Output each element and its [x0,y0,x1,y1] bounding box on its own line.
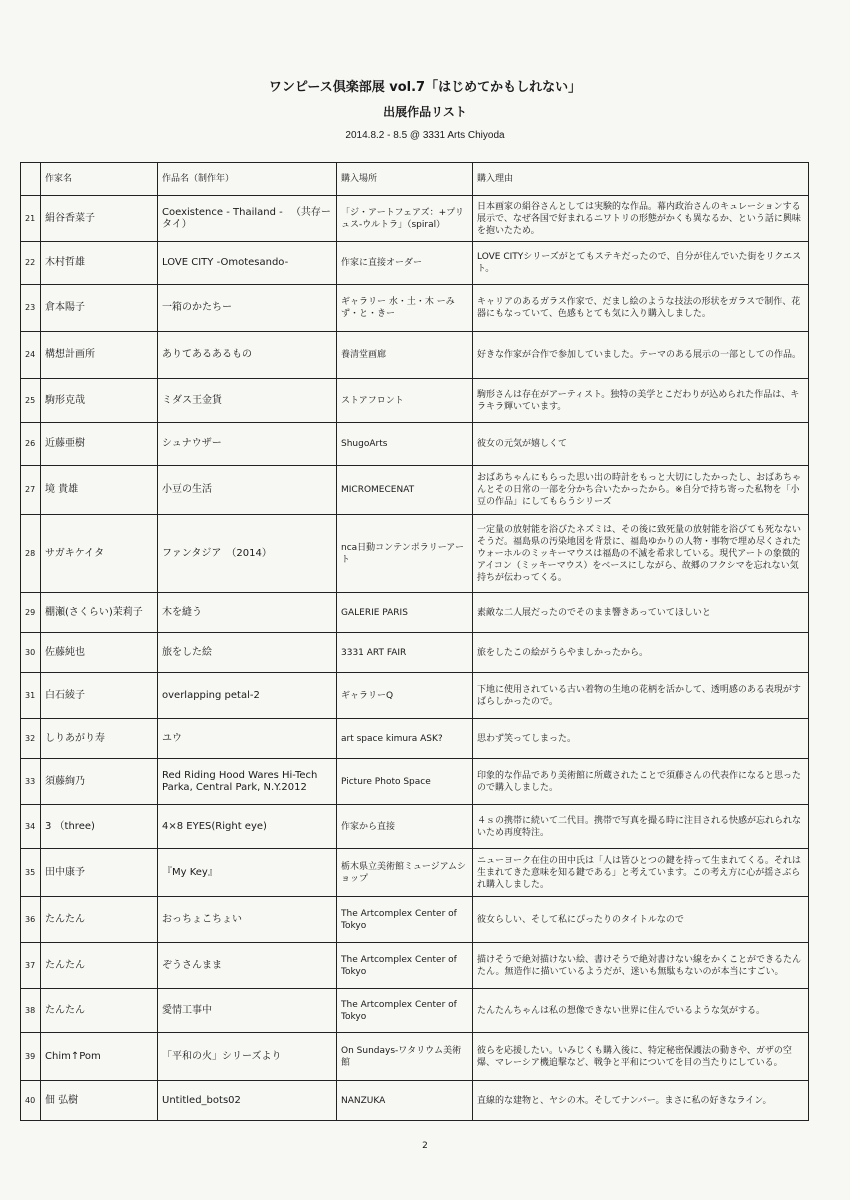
purchase-reason: 駒形さんは存在がアーティスト。独特の美学とこだわりが込められた作品は、キラキラ輝いています。 [473,379,809,423]
table-row [21,593,809,633]
row-number: 29 [21,593,41,633]
work-title: シュナウザー [158,423,337,466]
purchase-place: Picture Photo Space [337,759,473,805]
artist-name: 棚瀬(さくらい)茉莉子 [41,593,158,633]
artwork-table [20,162,809,1121]
row-number: 25 [21,379,41,423]
purchase-place: GALERIE PARIS [337,593,473,633]
table-row [21,849,809,897]
row-number: 24 [21,332,41,379]
artist-name: 構想計画所 [41,332,158,379]
purchase-reason: 彼らを応援したい。いみじくも購入後に、特定秘密保護法の動きや、ガザの空爆、マレーシア機追撃など、戦争と平和についてを目の当たりにしている。 [473,1033,809,1081]
row-number: 26 [21,423,41,466]
purchase-place: nca日動コンテンポラリーアート [337,515,473,593]
purchase-reason: 思わず笑ってしまった。 [473,719,809,759]
purchase-place: MICROMECENAT [337,466,473,515]
table-row [21,1081,809,1121]
work-title: 一箱のかたちー [158,285,337,332]
column-header-reason: 購入理由 [473,163,809,196]
column-header-artist: 作家名 [41,163,158,196]
purchase-place: 作家に直接オーダー [337,242,473,285]
column-header-place: 購入場所 [337,163,473,196]
work-title: 小豆の生活 [158,466,337,515]
purchase-reason: 旅をしたこの絵がうらやましかったから。 [473,633,809,673]
artist-name: 白石綾子 [41,673,158,719]
table-row [21,515,809,593]
work-title: 4×8 EYES(Right eye) [158,805,337,849]
table-row [21,989,809,1033]
artist-name: たんたん [41,943,158,989]
artist-name: 近藤亜樹 [41,423,158,466]
artist-name: 境 貴雄 [41,466,158,515]
row-number: 40 [21,1081,41,1121]
purchase-reason: LOVE CITYシリーズがとてもステキだったので、自分が住んでいた街をリクエスト。 [473,242,809,285]
purchase-place: 栃木県立美術館ミュージアムショップ [337,849,473,897]
table-row [21,943,809,989]
table-row [21,633,809,673]
purchase-place: The Artcomplex Center of Tokyo [337,943,473,989]
purchase-place: On Sundays-ワタリウム美術館 [337,1033,473,1081]
work-title: 旅をした絵 [158,633,337,673]
artist-name: 須藤絢乃 [41,759,158,805]
purchase-reason: 日本画家の絹谷さんとしては実験的な作品。幕内政治さんのキュレーションする展示で、なぜ各国で好まれるニワトリの形態がかくも異なるか、という話に興味を抱いたため。 [473,196,809,242]
page-subtitle: 出展作品リスト [383,105,467,119]
row-number: 39 [21,1033,41,1081]
table-row [21,285,809,332]
artist-name: しりあがり寿 [41,719,158,759]
artist-name: 3 （three) [41,805,158,849]
purchase-place: 養清堂画廊 [337,332,473,379]
purchase-reason: 下地に使用されている古い着物の生地の花柄を活かして、透明感のある表現がすばらしかったので。 [473,673,809,719]
work-title: 木を縫う [158,593,337,633]
table-row [21,196,809,242]
purchase-reason: 描けそうで絶対描けない絵、書けそうで絶対書けない線をかくことができるたんたん。無造作に描いているようだが、迷いも無駄もないのが本当にすごい。 [473,943,809,989]
table-row [21,379,809,423]
purchase-place: ギャラリーQ [337,673,473,719]
purchase-place: ストアフロント [337,379,473,423]
artist-name: 倉本陽子 [41,285,158,332]
page-title: ワンピース倶楽部展 vol.7「はじめてかもしれない」 [268,80,582,95]
table-row [21,897,809,943]
purchase-reason: 直線的な建物と、ヤシの木。そしてナンバー。まさに私の好きなライン。 [473,1081,809,1121]
table-row [21,759,809,805]
table-row [21,423,809,466]
table-row [21,719,809,759]
row-number: 34 [21,805,41,849]
table-header-row [21,163,809,196]
row-number: 30 [21,633,41,673]
purchase-place: The Artcomplex Center of Tokyo [337,897,473,943]
table-row [21,1033,809,1081]
column-header-number [21,163,41,196]
purchase-reason: 彼女らしい、そして私にぴったりのタイトルなので [473,897,809,943]
work-title: ありてあるあるもの [158,332,337,379]
work-title: 愛情工事中 [158,989,337,1033]
artist-name: 駒形克哉 [41,379,158,423]
exhibition-dates: 2014.8.2 - 8.5 @ 3331 Arts Chiyoda [345,130,505,141]
row-number: 36 [21,897,41,943]
purchase-place: 「ジ・アートフェアズ：+プリュス-ウルトラ」（spiral） [337,196,473,242]
work-title: 『My Key』 [158,849,337,897]
artist-name: サガキケイタ [41,515,158,593]
work-title: ファンタジア （2014） [158,515,337,593]
work-title: overlapping petal-2 [158,673,337,719]
table-row [21,242,809,285]
work-title: ぞうさんまま [158,943,337,989]
work-title: Coexistence - Thailand - （共存ータイ） [158,196,337,242]
artist-name: たんたん [41,897,158,943]
purchase-reason: ニューヨーク在住の田中氏は「人は皆ひとつの鍵を持って生まれてくる。それは生まれてきた意味を知る鍵である」と考えています。この考え方に心が揺さぶられ購入しました。 [473,849,809,897]
artist-name: 木村哲雄 [41,242,158,285]
purchase-reason: ４ｓの携帯に続いて二代目。携帯で写真を撮る時に注目される快感が忘れられないため再度特注。 [473,805,809,849]
table-row [21,805,809,849]
row-number: 31 [21,673,41,719]
purchase-reason: 一定量の放射能を浴びたネズミは、その後に致死量の放射能を浴びても死なないそうだ。福島県の汚染地図を背景に、福島ゆかりの人物・事物で埋め尽くされたウォーホルのミッキーマウスは福島の不滅を希求している。現代アートの象徴的アイコン（ミッキーマウス）をベースにしながら、故郷のフクシマを忘れない気持ちが伝わってくる。 [473,515,809,593]
row-number: 37 [21,943,41,989]
row-number: 28 [21,515,41,593]
row-number: 35 [21,849,41,897]
work-title: おっちょこちょい [158,897,337,943]
row-number: 21 [21,196,41,242]
purchase-reason: 彼女の元気が嬉しくて [473,423,809,466]
work-title: ユウ [158,719,337,759]
purchase-reason: おばあちゃんにもらった思い出の時計をもっと大切にしたかったし、おばあちゃんとその日常の一部を分かち合いたかったから。※自分で持ち寄った私物を「小豆の作品」にしてもらうシリーズ [473,466,809,515]
artist-name: 佃 弘樹 [41,1081,158,1121]
row-number: 32 [21,719,41,759]
work-title: 「平和の火」シリーズより [158,1033,337,1081]
row-number: 22 [21,242,41,285]
work-title: LOVE CITY -Omotesando- [158,242,337,285]
purchase-place: ShugoArts [337,423,473,466]
artist-name: 田中康予 [41,849,158,897]
purchase-place: The Artcomplex Center of Tokyo [337,989,473,1033]
page-number: 2 [422,1141,428,1151]
purchase-place: 作家から直接 [337,805,473,849]
column-header-work: 作品名（制作年） [158,163,337,196]
table-row [21,466,809,515]
row-number: 23 [21,285,41,332]
table-row [21,332,809,379]
purchase-place: ギャラリー 水・土・木 ーみず・と・きー [337,285,473,332]
row-number: 33 [21,759,41,805]
row-number: 27 [21,466,41,515]
artist-name: Chim↑Pom [41,1033,158,1081]
purchase-reason: 素敵な二人展だったのでそのまま響きあっていてほしいと [473,593,809,633]
purchase-reason: キャリアのあるガラス作家で、だまし絵のような技法の形状をガラスで制作、花器にもなっていて、色感もとても気に入り購入しました。 [473,285,809,332]
purchase-place: art space kimura ASK? [337,719,473,759]
purchase-reason: たんたんちゃんは私の想像できない世界に住んでいるような気がする。 [473,989,809,1033]
row-number: 38 [21,989,41,1033]
work-title: Untitled_bots02 [158,1081,337,1121]
artist-name: 絹谷香菜子 [41,196,158,242]
artist-name: 佐藤純也 [41,633,158,673]
purchase-place: NANZUKA [337,1081,473,1121]
table-row [21,673,809,719]
purchase-place: 3331 ART FAIR [337,633,473,673]
purchase-reason: 印象的な作品であり美術館に所蔵されたことで須藤さんの代表作になると思ったので購入しました。 [473,759,809,805]
work-title: Red Riding Hood Wares Hi-Tech Parka, Central Park, N.Y.2012 [158,759,337,805]
purchase-reason: 好きな作家が合作で参加していました。テーマのある展示の一部としての作品。 [473,332,809,379]
artist-name: たんたん [41,989,158,1033]
work-title: ミダス王金貨 [158,379,337,423]
